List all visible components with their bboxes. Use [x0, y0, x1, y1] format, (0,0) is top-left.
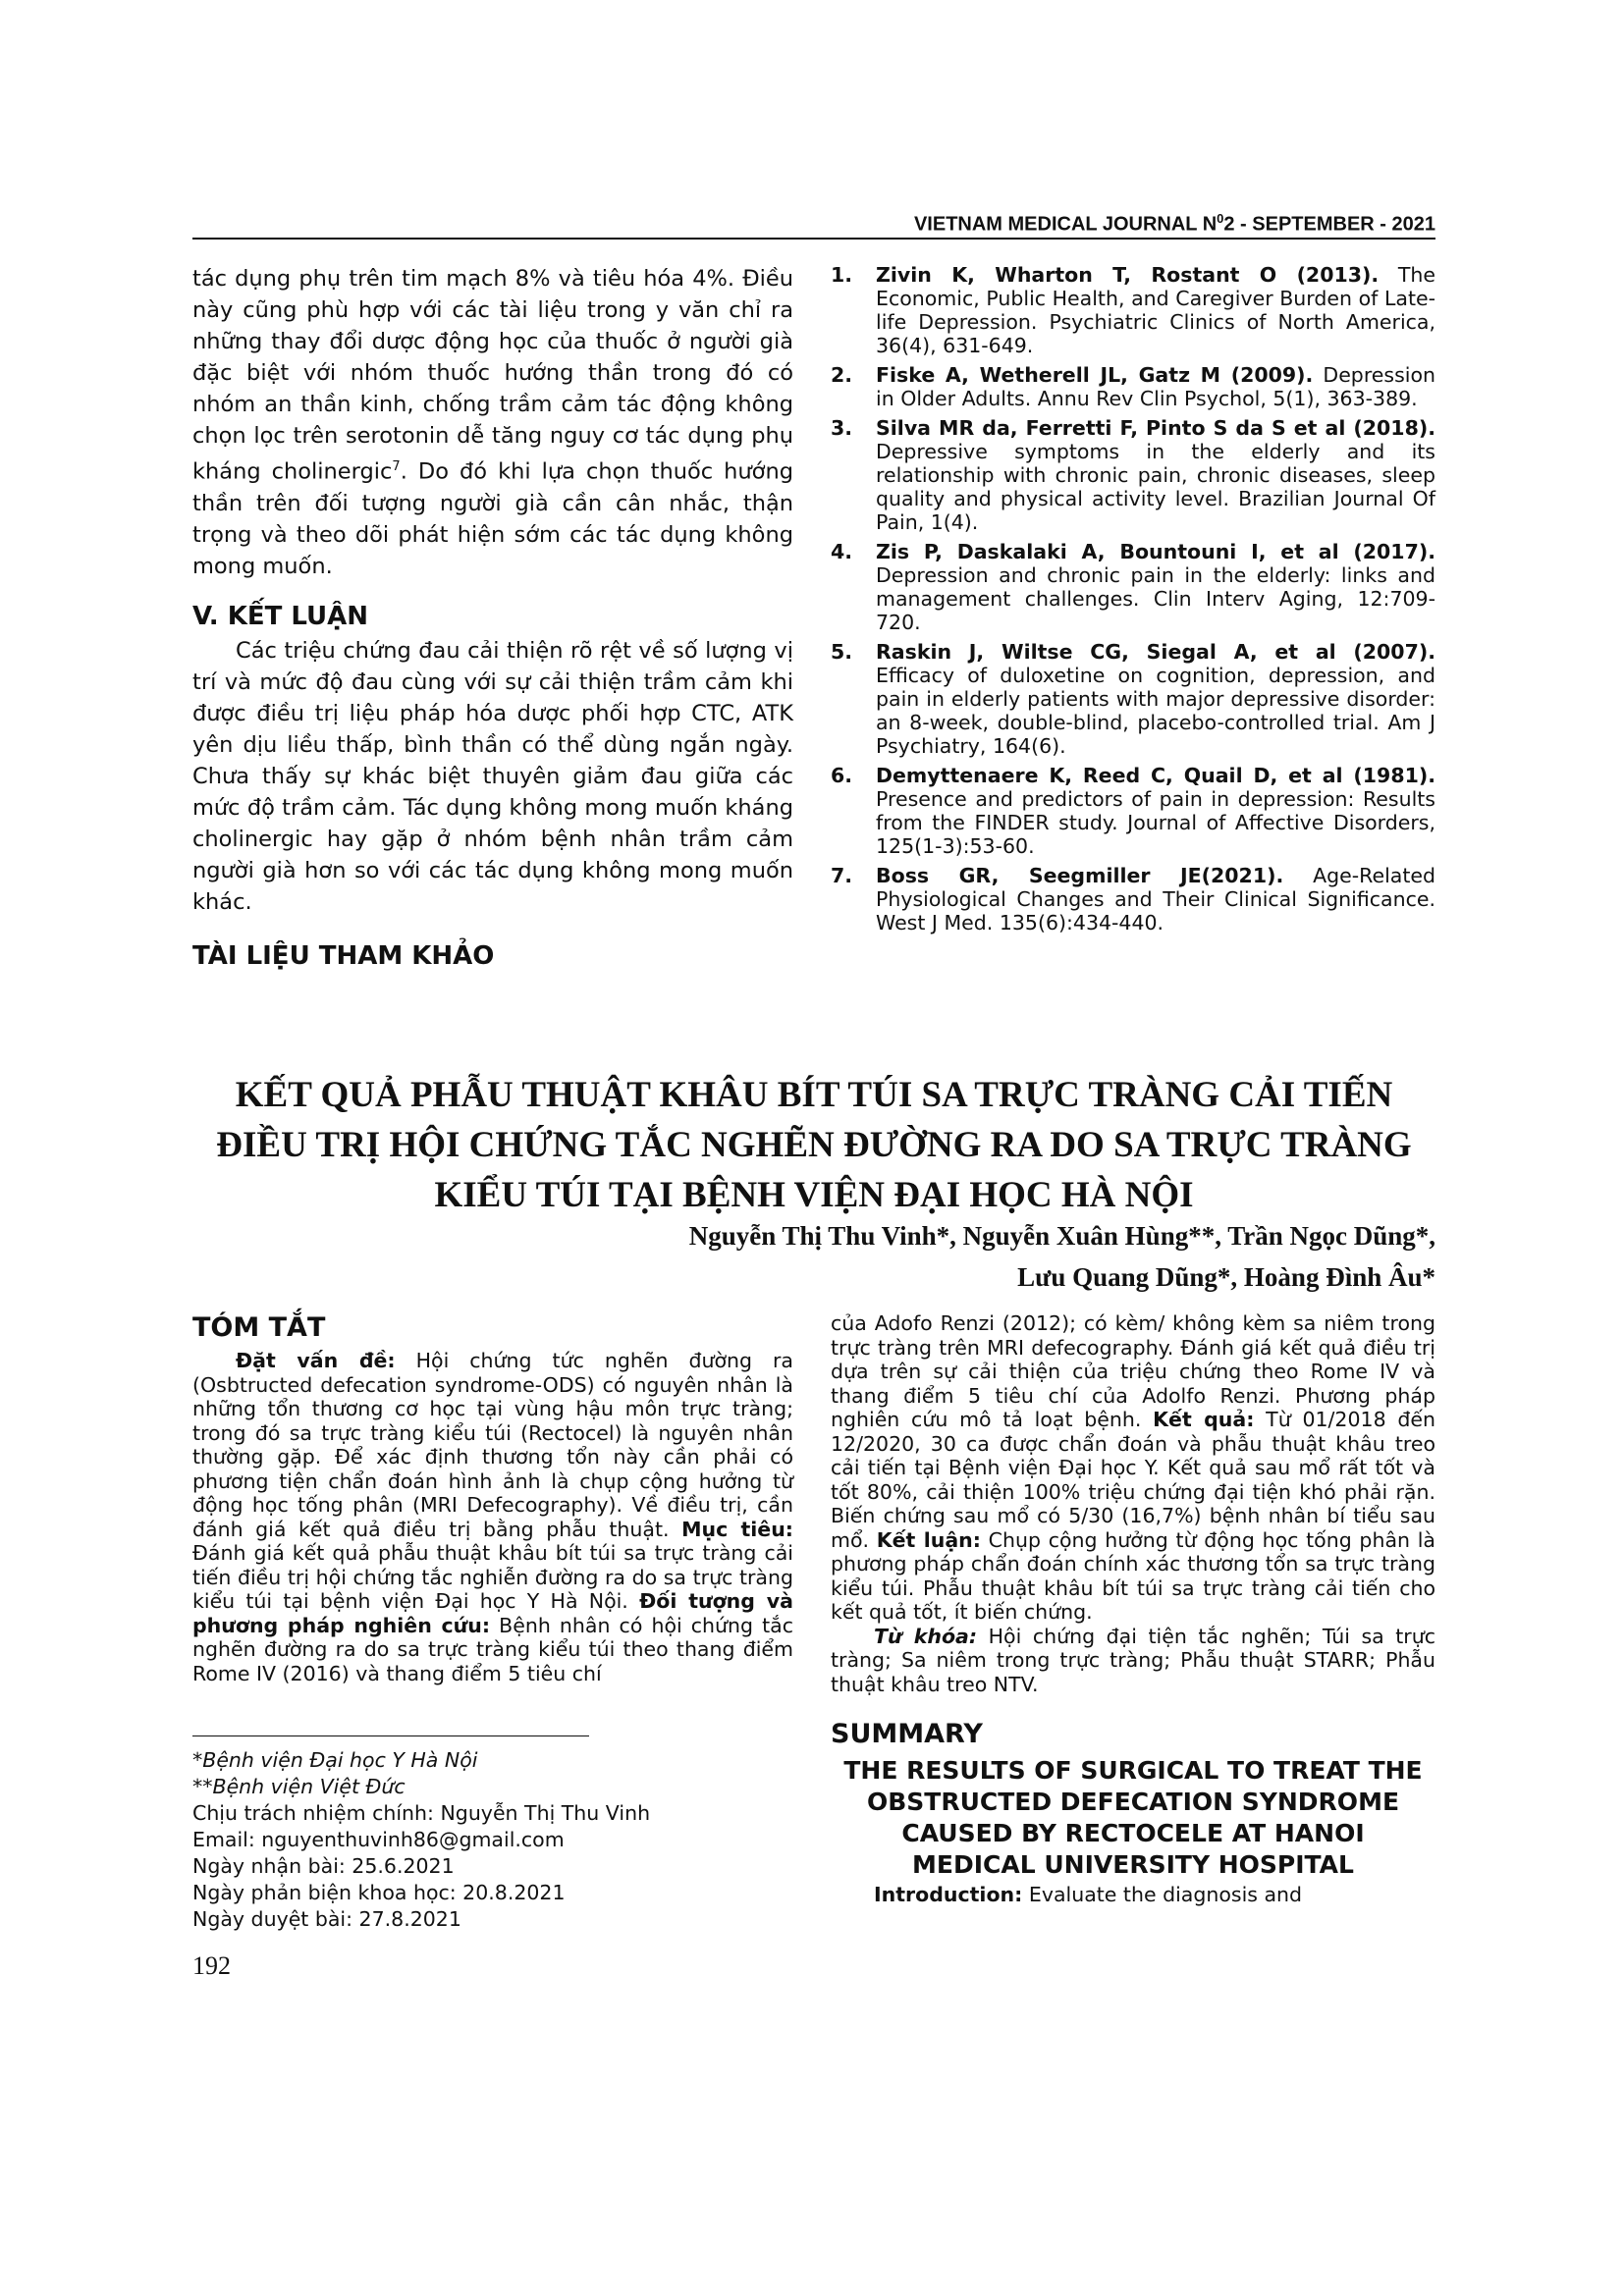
date-received: Ngày nhận bài: 25.6.2021: [192, 1854, 455, 1878]
reference-authors: Silva MR da, Ferretti F, Pinto S da S et al (2018).: [876, 416, 1435, 440]
reference-authors: Raskin J, Wiltse CG, Siegal A, et al (2007).: [876, 640, 1435, 664]
reference-number: 4.: [831, 540, 853, 563]
affiliation-1: *Bệnh viện Đại học Y Hà Nội: [192, 1748, 478, 1772]
references-column: [831, 263, 1435, 940]
reference-authors: Zis P, Daskalaki A, Bountouni I, et al (2017).: [876, 540, 1435, 563]
reference-text: Presence and predictors of pain in depression: Results from the FINDER study. Journal of Affective Disorders, 125(1-3):53-60.: [876, 787, 1435, 858]
authors-line-1: Nguyễn Thị Thu Vinh*, Nguyễn Xuân Hùng**, Trần Ngọc Dũng*,: [688, 1221, 1435, 1251]
page-number: 192: [192, 1951, 231, 1980]
corresponding-author: Chịu trách nhiệm chính: Nguyễn Thị Thu Vinh: [192, 1801, 651, 1825]
reference-item: [831, 263, 1435, 357]
article-title: [192, 1070, 1435, 1220]
abstract-right-column: [831, 1311, 1435, 1907]
reference-text: The Economic, Public Health, and Caregiver Burden of Late-life Depression. Psychiatric Clinics of North America, 36(4), 631-649.: [876, 263, 1435, 357]
citation-superscript: 7: [392, 459, 401, 474]
reference-number: 6.: [831, 764, 853, 787]
reference-text: Depression in Older Adults. Annu Rev Clin Psychol, 5(1), 363-389.: [876, 363, 1435, 410]
reference-item: [831, 864, 1435, 934]
conclusion-heading: V. KẾT LUẬN: [192, 601, 369, 631]
reference-item: [831, 640, 1435, 758]
article-title-line-3: KIỂU TÚI TẠI BỆNH VIỆN ĐẠI HỌC HÀ NỘI: [434, 1175, 1194, 1215]
reference-authors: Demyttenaere K, Reed C, Quail D, et al (1981).: [876, 764, 1435, 787]
article-authors: [192, 1215, 1435, 1298]
reference-text: Age-Related Physiological Changes and Their Clinical Significance. West J Med. 135(6):434-440.: [876, 864, 1436, 934]
reference-number: 5.: [831, 640, 853, 664]
reference-item: [831, 540, 1435, 634]
date-reviewed: Ngày phản biện khoa học: 20.8.2021: [192, 1881, 566, 1904]
journal-issue: 2 - SEPTEMBER - 2021: [1223, 213, 1435, 236]
article-title-line-2: ĐIỀU TRỊ HỘI CHỨNG TẮC NGHẼN ĐƯỜNG RA DO SA TRỰC TRÀNG: [216, 1125, 1412, 1165]
footnotes: [192, 1747, 793, 1933]
left-column-top: [192, 263, 793, 975]
summary-heading: SUMMARY: [831, 1719, 983, 1749]
summary-title: THE RESULTS OF SURGICAL TO TREAT THE OBSTRUCTED DEFECATION SYNDROME CAUSED BY RECTOCELE AT HANOI MEDICAL UNIVERSITY HOSPITAL: [843, 1756, 1423, 1879]
reference-number: 3.: [831, 416, 853, 440]
abstract-left-column: [192, 1311, 793, 1685]
discussion-continued: tác dụng phụ trên tim mạch 8% và tiêu hóa 4%. Điều này cũng phù hợp với các tài liệu trong y văn chỉ ra những thay đổi dược động học của thuốc ở người già đặc biệt với nhóm thuốc hướng thần trong đó có nhóm an thần kinh, chống trầm cảm tác động không chọn lọc trên serotonin dễ tăng nguy cơ tác dụng phụ kháng cholinergic$^7$. Do đó khi lựa chọn thuốc hướng thần trên đối tượng người già cần cân nhắc, thận trọng và theo dõi phát hiện sớm các tác dụng không mong muốn.: [192, 266, 793, 579]
references-list: [831, 263, 1435, 934]
reference-text: Efficacy of duloxetine on cognition, depression, and pain in elderly patients with major depressive disorder: an 8-week, double-blind, placebo-controlled trial. Am J Psychiatry, 164(6).: [876, 664, 1435, 758]
article-title-line-1: KẾT QUẢ PHẪU THUẬT KHÂU BÍT TÚI SA TRỰC TRÀNG CẢI TIẾN: [235, 1075, 1393, 1115]
journal-name: VIETNAM MEDICAL JOURNAL N: [913, 213, 1218, 236]
reference-text: Depression and chronic pain in the elderly: links and management challenges. Clin Interv Aging, 12:709-720.: [876, 563, 1435, 634]
references-heading: TÀI LIỆU THAM KHẢO: [192, 940, 495, 971]
reference-number: 2.: [831, 363, 853, 387]
reference-number: 1.: [831, 263, 853, 287]
abstract-heading: TÓM TẮT: [192, 1312, 326, 1343]
keywords: Từ khóa: Hội chứng đại tiện tắc nghẽn; Túi sa trực tràng; Sa niêm trong trực tràng; Phẫu thuật STARR; Phẫu thuật khâu treo NTV.: [831, 1624, 1435, 1696]
reference-item: [831, 416, 1435, 534]
conclusion-paragraph: Các triệu chứng đau cải thiện rõ rệt về số lượng vị trí và mức độ đau cùng với sự cải thiện trầm cảm khi được điều trị liệu pháp hóa dược phối hợp CTC, ATK yên dịu liều thấp, bình thần có thể dùng ngắn ngày. Chưa thấy sự khác biệt thuyên giảm đau giữa các mức độ trầm cảm. Tác dụng không mong muốn kháng cholinergic hay gặp ở nhóm bệnh nhân trầm cảm người già hơn so với các tác dụng không mong muốn khác.: [192, 637, 793, 915]
running-header: [192, 211, 1435, 237]
journal-superscript: 0: [1217, 211, 1224, 226]
reference-number: 7.: [831, 864, 853, 887]
reference-item: [831, 363, 1435, 410]
abstract-text-left: Đặt vấn đề: Hội chứng tức nghẽn đường ra (Osbtructed defecation syndrome-ODS) có nguyên nhân là những tổn thương cơ học tại vùng hậu môn trực tràng; trong đó sa trực tràng kiểu túi (Rectocel) là nguyên nhân thường gặp. Để xác định thương tổn này cần phải có phương tiện chẩn đoán hình ảnh là chụp cộng hưởng từ động học tống phân (MRI Defecography). Về điều trị, cần đánh giá kết quả điều trị bằng phẫu thuật. Mục tiêu: Đánh giá kết quả phẫu thuật khâu bít túi sa trực tràng cải tiến điều trị hội chứng tắc nghiễn đường ra do sa trực tràng kiểu túi tại bệnh viện Đại học Y Hà Nội. Đối tượng và phương pháp nghiên cứu: Bệnh nhân có hội chứng tắc nghẽn đường ra do sa trực tràng kiểu túi theo thang điểm Rome IV (2016) và thang điểm 5 tiêu chí: [192, 1349, 794, 1685]
affiliation-2: **Bệnh viện Việt Đức: [192, 1775, 406, 1798]
reference-text: Depressive symptoms in the elderly and its relationship with chronic pain, chronic diseases, sleep quality and physical activity level. Brazilian Journal Of Pain, 1(4).: [876, 440, 1435, 534]
reference-authors: Fiske A, Wetherell JL, Gatz M (2009).: [876, 363, 1314, 387]
reference-authors: Boss GR, Seegmiller JE(2021).: [876, 864, 1284, 887]
authors-line-2: Lưu Quang Dũng*, Hoàng Đình Âu*: [1017, 1262, 1435, 1292]
date-accepted: Ngày duyệt bài: 27.8.2021: [192, 1907, 461, 1931]
footnote-rule: [192, 1735, 589, 1736]
reference-authors: Zivin K, Wharton T, Rostant O (2013).: [876, 263, 1380, 287]
reference-item: [831, 764, 1435, 858]
header-rule: [192, 238, 1435, 240]
author-email: Email: nguyenthuvinh86@gmail.com: [192, 1828, 565, 1851]
summary-intro: Introduction: Evaluate the diagnosis and: [874, 1883, 1303, 1906]
abstract-text-right: của Adofo Renzi (2012); có kèm/ không kèm sa niêm trong trực tràng trên MRI defecography. Đánh giá kết quả điều trị dựa trên sự cải thiện của triệu chứng theo Rome IV và thang điểm 5 tiêu chí của Adolfo Renzi. Phương pháp nghiên cứu mô tả loạt bệnh. Kết quả: Từ 01/2018 đến 12/2020, 30 ca được chẩn đoán và phẫu thuật khâu treo cải tiến tại Bệnh viện Đại học Y. Kết quả sau mổ rất tốt và tốt 80%, cải thiện 100% triệu chứng đại tiện khó phải rặn. Biến chứng sau mổ có 5/30 (16,7%) bệnh nhân bí tiểu sau mổ. Kết luận: Chụp cộng hưởng từ động học tống phân là phương pháp chẩn đoán chính xác thương tổn sa trực tràng kiểu túi. Phẫu thuật khâu bít túi sa trực tràng cải tiến cho kết quả tốt, ít biến chứng.: [831, 1311, 1435, 1624]
